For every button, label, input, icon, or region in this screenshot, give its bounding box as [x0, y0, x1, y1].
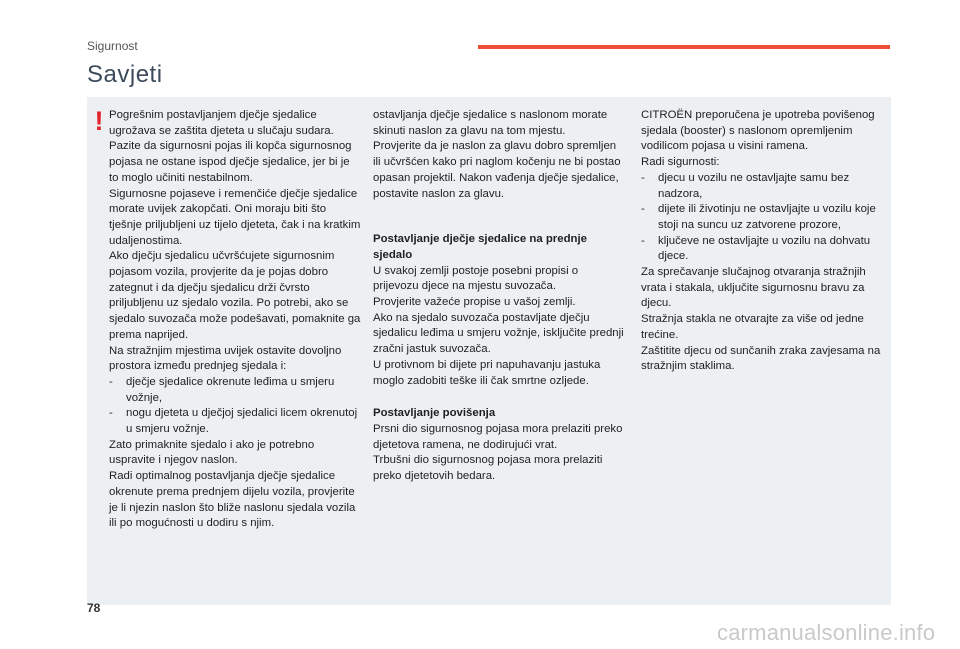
col1-paragraph: Na stražnjim mjestima uvijek ostavite dovoljno prostora između prednjeg sjedala i: [109, 344, 342, 373]
col3-paragraph: Stražnja stakla ne otvarajte za više od jedne trećine. [641, 313, 864, 341]
col3-paragraph: Zaštitite djecu od sunčanih zraka zavjesama na stražnjim staklima. [641, 344, 881, 373]
col2-paragraph: Trbušni dio sigurnosnog pojasa mora prelaziti preko djetetovih bedara. [373, 454, 603, 483]
col2-heading: Postavljanje povišenja [373, 407, 496, 420]
spacer [373, 202, 625, 232]
accent-bar [478, 45, 890, 49]
col3-bullet: - djecu u vozilu ne ostavljajte samu bez nadzora, [641, 171, 850, 200]
col1-paragraph: Ako dječju sjedalicu učvršćujete sigurnosnim pojasom vozila, provjerite da je pojas dobro zategnut i da dječju sjedalicu drži čvrsto priljubljenu uz sjedalo vozila. Po potrebi, ako se sjedalo suvozača može podešavati, pomaknite ga prema naprijed. [109, 250, 361, 341]
col1-paragraph: Pogrešnim postavljanjem dječje sjedalice ugrožava se zaštita djeteta u slučaju sudara. [109, 109, 334, 137]
bullet-dash: - [641, 171, 645, 184]
col3-paragraph: CITROËN preporučena je upotreba povišenog sjedala (booster) s naslonom opremljenim vodilicom pojasa u visini ramena. [641, 109, 875, 153]
column-2 [373, 108, 625, 485]
col3-paragraph: Za sprečavanje slučajnog otvaranja stražnjih vrata i stakala, uključite sigurnosnu bravu za djecu. [641, 266, 866, 310]
col2-paragraph: U svakoj zemlji postoje posebni propisi o prijevozu djece na mjestu suvozača. [373, 264, 579, 293]
column-3 [641, 108, 889, 375]
bullet-dash: - [641, 234, 645, 247]
exclamation-warning-icon: ! [94, 106, 104, 136]
col2-paragraph: Provjerite da je naslon za glavu dobro spremljen ili učvršćen kako pri naglom kočenju ne bi postao opasan projektil. Nakon vađenja dječje sjedalice, postavite naslon za glavu. [373, 140, 621, 200]
col2-paragraph: Prsni dio sigurnosnog pojasa mora prelaziti preko djetetova ramena, ne dodirujući vrat. [373, 422, 623, 451]
col2-paragraph: ostavljanja dječje sjedalice s naslonom morate skinuti naslon za glavu na tom mjestu. [373, 109, 608, 137]
col2-heading: Postavljanje dječje sjedalice na prednje sjedalo [373, 233, 587, 261]
col1-bullet: - dječje sjedalice okrenute leđima u smjeru vožnje, [109, 375, 335, 404]
col2-paragraph: U protivnom bi dijete pri napuhavanju jastuka moglo zadobiti teške ili čak smrtne ozljede. [373, 358, 601, 387]
col2-paragraph: Provjerite važeće propise u vašoj zemlji. [373, 296, 576, 309]
col1-paragraph: Sigurnosne pojaseve i remenčiće dječje sjedalice morate uvijek zakopčati. Oni moraju biti što tješnje priljubljeni uz tijelo djeteta, čak i na kratkim udaljenostima. [109, 187, 361, 247]
spacer [373, 389, 625, 406]
col1-paragraph: Pazite da sigurnosni pojas ili kopča sigurnosnog pojasa ne ostane ispod dječje sjedalice, jer bi je to moglo učiniti nestabilnom. [109, 140, 352, 184]
col2-paragraph: Ako na sjedalo suvozača postavljate dječju sjedalicu leđima u smjeru vožnje, isključite prednji zračni jastuk suvozača. [373, 311, 624, 356]
bullet-dash: - [641, 203, 645, 216]
column-1 [109, 108, 361, 532]
col3-bullet: - dijete ili životinju ne ostavljajte u vozilu koje stoji na suncu uz zatvorene prozore, [641, 203, 876, 231]
col3-bullet: - ključeve ne ostavljajte u vozilu na dohvatu djece. [641, 234, 871, 263]
col1-bullet: - nogu djeteta u dječjoj sjedalici licem okrenutoj u smjeru vožnje. [109, 407, 358, 436]
page-number: 78 [87, 601, 101, 615]
bullet-dash: - [109, 375, 113, 388]
watermark[interactable]: carmanualsonline.info [717, 620, 936, 645]
section-name: Sigurnost [87, 39, 138, 53]
col1-paragraph: Radi optimalnog postavljanja dječje sjedalice okrenute prema prednjem dijelu vozila, provjerite je li njezin naslon što bliže naslonu sjedala vozila ili po mogućnosti u dodiru s njim. [109, 470, 356, 530]
col3-paragraph: Radi sigurnosti: [641, 156, 720, 169]
col1-paragraph: Zato primaknite sjedalo i ako je potrebno uspravite i njegov naslon. [109, 438, 315, 467]
page-title: Savjeti [87, 61, 163, 88]
bullet-dash: - [109, 407, 113, 420]
